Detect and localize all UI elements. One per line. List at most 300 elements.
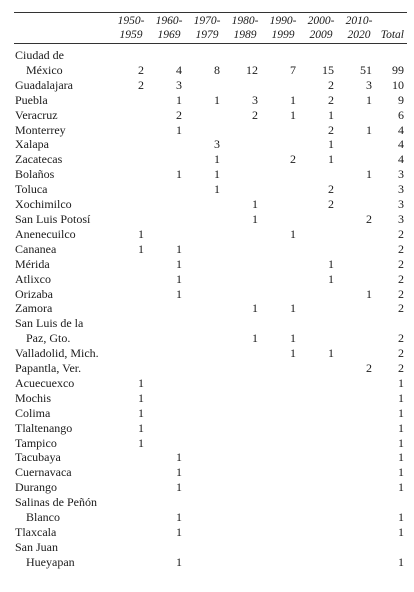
count-cell	[340, 450, 378, 465]
table-page	[14, 12, 407, 570]
count-cell: 1	[214, 92, 220, 107]
table-row	[14, 152, 407, 167]
count-cell	[112, 272, 150, 287]
count-cell	[264, 123, 302, 138]
table-row	[14, 376, 407, 391]
place-name: Atlixco	[15, 271, 51, 286]
count-cell	[112, 450, 150, 465]
count-cell	[302, 361, 340, 376]
count-cell: 2	[252, 107, 258, 122]
header-line1: 1950-	[117, 15, 145, 27]
count-cell: 2	[138, 77, 144, 92]
count-cell	[112, 152, 150, 167]
count-cell	[302, 316, 340, 331]
header-line1: 2010-	[345, 15, 373, 27]
table-row	[14, 450, 407, 465]
count-cell	[226, 376, 264, 391]
count-cell	[188, 450, 226, 465]
table-row	[14, 555, 407, 570]
count-cell	[340, 48, 378, 63]
count-cell	[340, 540, 378, 555]
count-cell: 1	[366, 167, 372, 182]
count-cell	[188, 331, 226, 346]
count-cell	[226, 137, 264, 152]
count-cell	[302, 391, 340, 406]
place-name: Zacatecas	[15, 152, 63, 167]
count-cell	[226, 525, 264, 540]
count-cell	[226, 346, 264, 361]
table-row	[14, 48, 407, 63]
place-name: Mérida	[15, 256, 50, 271]
count-cell	[226, 287, 264, 302]
table-row	[14, 391, 407, 406]
table-row	[14, 123, 407, 138]
count-cell	[188, 108, 226, 123]
count-cell	[226, 421, 264, 436]
place-name: Paz, Gto.	[26, 331, 71, 346]
count-cell	[188, 287, 226, 302]
count-cell: 1	[328, 137, 334, 152]
count-cell	[112, 212, 150, 227]
table-row	[14, 510, 407, 525]
count-cell: 1	[290, 92, 296, 107]
count-cell	[226, 167, 264, 182]
total-cell: 6	[398, 107, 404, 122]
header-total	[378, 13, 407, 44]
place-name: Veracruz	[15, 107, 58, 122]
table-row	[14, 137, 407, 152]
total-cell	[378, 540, 407, 555]
count-cell: 2	[328, 197, 334, 212]
count-cell	[226, 465, 264, 480]
count-cell	[340, 346, 378, 361]
count-cell: 1	[176, 122, 182, 137]
count-cell	[112, 48, 150, 63]
count-cell	[150, 421, 188, 436]
count-cell	[150, 331, 188, 346]
place-name: Monterrey	[15, 122, 66, 137]
count-cell	[226, 242, 264, 257]
count-cell	[226, 257, 264, 272]
count-cell: 3	[252, 92, 258, 107]
count-cell	[340, 331, 378, 346]
total-cell: 3	[398, 211, 404, 226]
count-cell	[226, 436, 264, 451]
total-cell: 3	[398, 167, 404, 182]
count-cell	[226, 182, 264, 197]
place-name: Hueyapan	[26, 554, 75, 569]
count-cell	[226, 48, 264, 63]
header-line2: 1999	[271, 29, 295, 41]
table-row	[14, 346, 407, 361]
total-cell: 1	[398, 375, 404, 390]
count-cell	[302, 540, 340, 555]
count-cell: 1	[176, 450, 182, 465]
total-cell	[378, 316, 407, 331]
count-cell	[112, 93, 150, 108]
header-line1	[378, 14, 404, 28]
count-cell	[150, 346, 188, 361]
count-cell	[188, 227, 226, 242]
count-cell	[264, 361, 302, 376]
count-cell	[264, 480, 302, 495]
count-cell: 1	[252, 331, 258, 346]
count-cell	[112, 495, 150, 510]
count-cell: 2	[290, 152, 296, 167]
table-row	[14, 78, 407, 93]
header-decade	[150, 13, 188, 44]
total-cell: 2	[398, 286, 404, 301]
total-cell: 2	[398, 271, 404, 286]
count-cell	[264, 287, 302, 302]
count-cell: 12	[246, 62, 258, 77]
place-name: Cuernavaca	[15, 465, 72, 480]
place-name: Papantla, Ver.	[15, 361, 82, 376]
place-name: Acuecuexco	[15, 375, 75, 390]
count-cell: 1	[290, 346, 296, 361]
count-cell	[302, 421, 340, 436]
count-cell	[226, 361, 264, 376]
table-row	[14, 540, 407, 555]
count-cell	[264, 406, 302, 421]
count-cell	[188, 242, 226, 257]
count-cell: 1	[252, 197, 258, 212]
count-cell	[188, 272, 226, 287]
count-cell	[302, 287, 340, 302]
count-cell: 1	[328, 271, 334, 286]
count-cell	[226, 78, 264, 93]
table-row	[14, 436, 407, 451]
count-cell	[264, 540, 302, 555]
count-cell	[340, 436, 378, 451]
count-cell	[112, 257, 150, 272]
table-row	[14, 108, 407, 123]
count-cell	[302, 480, 340, 495]
table-row	[14, 480, 407, 495]
count-cell	[112, 525, 150, 540]
count-cell	[302, 301, 340, 316]
total-cell: 2	[398, 361, 404, 376]
count-cell	[264, 272, 302, 287]
count-cell	[112, 287, 150, 302]
table-row	[14, 331, 407, 346]
count-cell	[302, 495, 340, 510]
count-cell: 1	[176, 271, 182, 286]
count-cell	[112, 301, 150, 316]
count-cell: 2	[328, 92, 334, 107]
count-cell	[226, 480, 264, 495]
count-cell	[112, 361, 150, 376]
place-name: Tampico	[15, 435, 57, 450]
count-cell: 1	[138, 241, 144, 256]
table-row	[14, 63, 407, 78]
total-cell: 2	[398, 226, 404, 241]
count-cell: 1	[366, 122, 372, 137]
count-cell	[188, 510, 226, 525]
count-cell	[150, 152, 188, 167]
total-cell: 1	[398, 525, 404, 539]
count-cell	[302, 510, 340, 525]
place-name: San Luis Potosí	[15, 211, 91, 226]
count-cell	[264, 242, 302, 257]
table-row	[14, 227, 407, 242]
table-row	[14, 182, 407, 197]
count-cell	[340, 480, 378, 495]
place-name: Colima	[15, 405, 51, 420]
header-decade	[188, 13, 226, 44]
count-cell	[150, 301, 188, 316]
count-cell	[340, 376, 378, 391]
count-cell	[188, 257, 226, 272]
count-cell	[226, 540, 264, 555]
count-cell	[188, 212, 226, 227]
count-cell	[264, 167, 302, 182]
count-cell	[264, 465, 302, 480]
count-cell	[188, 78, 226, 93]
count-cell	[150, 540, 188, 555]
place-name: San Juan	[15, 539, 58, 554]
count-cell	[188, 123, 226, 138]
count-cell	[226, 316, 264, 331]
table-row	[14, 93, 407, 108]
count-cell	[150, 48, 188, 63]
count-cell: 15	[322, 62, 334, 77]
count-cell	[302, 450, 340, 465]
place-name: Cananea	[15, 241, 57, 256]
place-name: Mochis	[15, 390, 51, 405]
count-cell	[340, 227, 378, 242]
count-cell	[188, 525, 226, 540]
count-cell: 3	[176, 77, 182, 92]
header-row	[14, 13, 407, 44]
count-cell	[112, 480, 150, 495]
place-name: Tlaltenango	[15, 420, 73, 435]
count-cell	[340, 391, 378, 406]
place-name: Valladolid, Mich.	[15, 346, 99, 361]
place-name: Blanco	[26, 510, 60, 525]
header-line1: 2000-	[307, 15, 335, 27]
count-cell	[340, 301, 378, 316]
count-cell: 1	[252, 211, 258, 226]
count-cell	[226, 272, 264, 287]
count-cell: 1	[138, 420, 144, 435]
count-cell	[302, 227, 340, 242]
count-cell	[264, 555, 302, 570]
count-cell	[188, 376, 226, 391]
count-cell: 1	[176, 480, 182, 495]
total-cell: 99	[392, 62, 404, 77]
header-line1: 1970-	[193, 15, 221, 27]
count-cell	[340, 316, 378, 331]
count-cell: 1	[138, 435, 144, 450]
count-cell: 51	[360, 62, 372, 77]
count-cell: 1	[214, 182, 220, 197]
count-cell	[188, 406, 226, 421]
count-cell	[112, 316, 150, 331]
count-cell: 4	[176, 62, 182, 77]
count-cell	[188, 480, 226, 495]
count-cell	[264, 48, 302, 63]
count-cell	[188, 361, 226, 376]
total-cell: 1	[398, 480, 404, 495]
count-cell	[264, 421, 302, 436]
count-cell	[302, 242, 340, 257]
total-cell: 1	[398, 465, 404, 480]
count-cell	[264, 78, 302, 93]
total-cell: 2	[398, 301, 404, 316]
total-cell: 1	[398, 450, 404, 465]
count-cell: 3	[214, 137, 220, 152]
count-cell: 1	[138, 226, 144, 241]
table-row	[14, 525, 407, 540]
count-cell	[302, 436, 340, 451]
count-cell	[112, 197, 150, 212]
count-cell	[112, 331, 150, 346]
count-cell	[188, 346, 226, 361]
count-cell	[188, 421, 226, 436]
total-cell	[378, 495, 407, 510]
count-cell	[264, 137, 302, 152]
count-cell	[226, 495, 264, 510]
count-cell	[226, 152, 264, 167]
city-decade-table	[14, 13, 407, 570]
table-row	[14, 495, 407, 510]
total-cell: 2	[398, 256, 404, 271]
count-cell	[264, 391, 302, 406]
count-cell	[150, 182, 188, 197]
count-cell: 1	[328, 346, 334, 361]
count-cell	[112, 167, 150, 182]
count-cell	[112, 555, 150, 570]
count-cell: 8	[214, 62, 220, 77]
count-cell	[264, 316, 302, 331]
count-cell	[302, 331, 340, 346]
count-cell	[264, 525, 302, 540]
count-cell	[264, 197, 302, 212]
count-cell: 1	[328, 256, 334, 271]
count-cell: 1	[176, 525, 182, 539]
count-cell: 1	[176, 286, 182, 301]
count-cell	[340, 510, 378, 525]
count-cell: 7	[290, 62, 296, 77]
table-row	[14, 242, 407, 257]
total-cell: 1	[398, 435, 404, 450]
place-name: San Luis de la	[15, 316, 84, 331]
count-cell	[264, 510, 302, 525]
count-cell	[150, 495, 188, 510]
count-cell	[302, 376, 340, 391]
place-name: Toluca	[15, 182, 48, 197]
total-cell: 2	[398, 331, 404, 346]
place-name: Xochimilco	[15, 197, 72, 212]
count-cell: 1	[176, 92, 182, 107]
header-line2: 1959	[119, 29, 143, 41]
count-cell	[112, 182, 150, 197]
header-place	[14, 13, 112, 44]
count-cell: 1	[328, 107, 334, 122]
count-cell: 2	[138, 62, 144, 77]
count-cell	[340, 495, 378, 510]
place-name: Bolaños	[15, 167, 55, 182]
count-cell	[340, 137, 378, 152]
place-name: Anenecuilco	[15, 226, 76, 241]
total-cell	[378, 48, 407, 63]
count-cell	[264, 212, 302, 227]
count-cell	[150, 137, 188, 152]
count-cell	[302, 167, 340, 182]
table-row	[14, 167, 407, 182]
count-cell	[150, 391, 188, 406]
count-cell	[340, 197, 378, 212]
count-cell: 1	[214, 167, 220, 182]
count-cell: 1	[366, 286, 372, 301]
count-cell	[112, 108, 150, 123]
count-cell: 1	[214, 152, 220, 167]
count-cell: 1	[138, 405, 144, 420]
count-cell: 1	[290, 107, 296, 122]
count-cell	[264, 450, 302, 465]
count-cell: 3	[366, 77, 372, 92]
count-cell	[302, 406, 340, 421]
header-line1: 1990-	[269, 15, 297, 27]
header-decade	[112, 13, 150, 44]
count-cell	[188, 316, 226, 331]
place-name: Ciudad de	[15, 48, 64, 62]
count-cell	[188, 540, 226, 555]
place-name: Xalapa	[15, 137, 49, 152]
count-cell: 2	[328, 182, 334, 197]
count-cell	[226, 123, 264, 138]
count-cell: 1	[176, 167, 182, 182]
total-cell: 1	[398, 510, 404, 525]
table-row	[14, 421, 407, 436]
total-cell: 3	[398, 197, 404, 212]
count-cell	[150, 227, 188, 242]
place-name: México	[26, 62, 63, 77]
count-cell	[150, 376, 188, 391]
header-line1: 1960-	[155, 15, 183, 27]
count-cell: 1	[176, 554, 182, 569]
total-cell: 2	[398, 346, 404, 361]
count-cell	[340, 242, 378, 257]
count-cell	[188, 48, 226, 63]
count-cell	[340, 421, 378, 436]
place-name: Puebla	[15, 92, 48, 107]
table-row	[14, 465, 407, 480]
header-decade	[264, 13, 302, 44]
count-cell: 1	[176, 241, 182, 256]
total-cell: 3	[398, 182, 404, 197]
count-cell	[150, 212, 188, 227]
count-cell: 1	[138, 390, 144, 405]
count-cell	[340, 406, 378, 421]
count-cell	[112, 540, 150, 555]
table-row	[14, 316, 407, 331]
count-cell	[188, 495, 226, 510]
count-cell	[264, 257, 302, 272]
count-cell	[340, 465, 378, 480]
count-cell	[264, 495, 302, 510]
count-cell	[112, 137, 150, 152]
count-cell	[188, 436, 226, 451]
count-cell: 2	[176, 107, 182, 122]
header-line2: 1979	[195, 29, 219, 41]
count-cell	[112, 510, 150, 525]
place-name: Tlaxcala	[15, 525, 57, 539]
header-decade	[226, 13, 264, 44]
place-name: Tacubaya	[15, 450, 61, 465]
count-cell	[340, 257, 378, 272]
